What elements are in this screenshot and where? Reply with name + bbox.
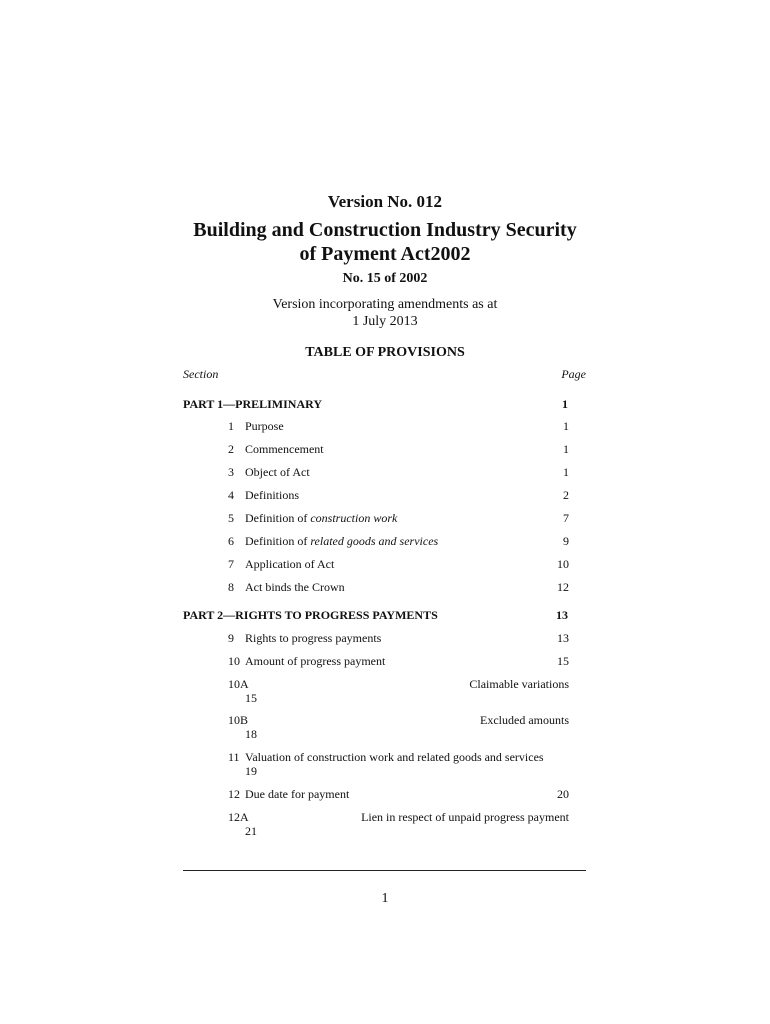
defined-term: construction work	[310, 511, 398, 525]
section-title: Object of Act	[245, 465, 310, 479]
incorporating-note	[0, 296, 770, 330]
toc-part-1[interactable]	[183, 397, 568, 411]
toc-title: TABLE OF PROVISIONS	[305, 345, 465, 360]
section-number: 7	[228, 557, 234, 571]
section-title: Purpose	[245, 419, 284, 433]
act-title-line2: of Payment Act2002	[299, 243, 471, 265]
part-page: 13	[556, 608, 568, 622]
section-title: Act binds the Crown	[245, 580, 345, 594]
section-number: 11	[228, 750, 240, 764]
section-title: Amount of progress payment	[245, 654, 386, 668]
footer-rule	[183, 870, 586, 871]
section-number: 10	[228, 654, 240, 668]
section-title: Rights to progress payments	[245, 631, 382, 645]
section-number: 6	[228, 534, 234, 548]
section-page: 12	[557, 580, 569, 594]
section-number: 12A	[228, 810, 249, 824]
section-title: Application of Act	[245, 557, 335, 571]
col-header-section: Section	[183, 367, 219, 381]
section-page: 2	[563, 488, 569, 502]
section-title: Definitions	[245, 488, 299, 502]
section-title	[245, 534, 438, 548]
section-title: Claimable variations	[469, 677, 569, 691]
page-number: 1	[381, 891, 389, 906]
section-page: 1	[563, 419, 569, 433]
section-number: 5	[228, 511, 234, 525]
section-page: 1	[563, 442, 569, 456]
section-title: Lien in respect of unpaid progress payment	[361, 810, 569, 824]
section-title: Commencement	[245, 442, 324, 456]
title-prefix: Definition of	[245, 511, 311, 525]
version-number: Version No. 012	[327, 192, 443, 211]
section-number: 10A	[228, 677, 249, 691]
act-title	[0, 218, 770, 266]
part-page: 1	[562, 397, 568, 411]
section-page: 19	[245, 764, 257, 778]
section-page: 15	[557, 654, 569, 668]
section-page: 18	[245, 727, 257, 741]
section-page: 21	[245, 824, 257, 838]
section-number: 8	[228, 580, 234, 594]
col-header-page: Page	[561, 367, 586, 381]
section-number: 2	[228, 442, 234, 456]
incorporating-line2: 1 July 2013	[352, 314, 418, 329]
section-page: 13	[557, 631, 569, 645]
section-page: 10	[557, 557, 569, 571]
section-page: 9	[563, 534, 569, 548]
section-number: 10B	[228, 713, 249, 727]
act-number: No. 15 of 2002	[342, 271, 428, 286]
part-label: PART 2—RIGHTS TO PROGRESS PAYMENTS	[183, 608, 438, 622]
section-page: 1	[563, 465, 569, 479]
section-title	[245, 511, 397, 525]
toc-part-2[interactable]	[183, 608, 568, 622]
section-page: 15	[245, 691, 257, 705]
part-label: PART 1—PRELIMINARY	[183, 397, 323, 411]
section-title: Valuation of construction work and related goods and services	[245, 750, 544, 764]
section-number: 4	[228, 488, 234, 502]
incorporating-line1: Version incorporating amendments as at	[272, 297, 498, 312]
section-page: 7	[563, 511, 569, 525]
section-title: Excluded amounts	[480, 713, 569, 727]
section-page: 20	[557, 787, 569, 801]
section-title: Due date for payment	[245, 787, 350, 801]
section-number: 9	[228, 631, 234, 645]
defined-term: related goods and services	[310, 534, 439, 548]
section-number: 1	[228, 419, 234, 433]
title-prefix: Definition of	[245, 534, 311, 548]
section-number: 12	[228, 787, 240, 801]
section-number: 3	[228, 465, 234, 479]
act-title-line1: Building and Construction Industry Security	[193, 219, 577, 241]
